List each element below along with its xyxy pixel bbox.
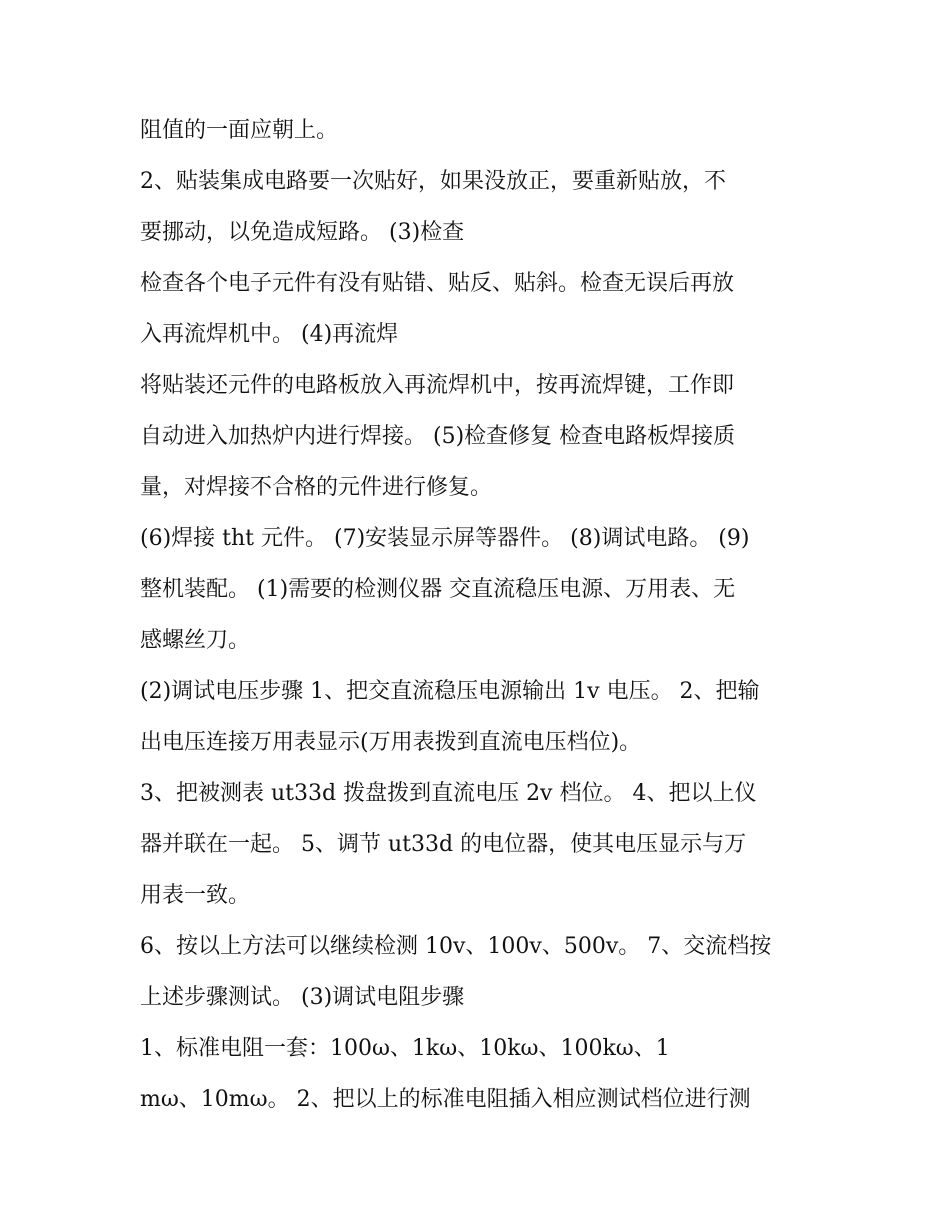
text-line: 阻值的一面应朝上。 <box>140 118 339 143</box>
text-line: 量，对焊接不合格的元件进行修复。 <box>140 475 493 500</box>
text-line: (2)调试电压步骤 1、把交直流稳压电源输出 1v 电压。 2、把输 <box>140 679 760 704</box>
text-line: 2、贴装集成电路要一次贴好，如果没放正，要重新贴放，不 <box>140 169 726 194</box>
text-line: 上述步骤测试。 (3)调试电阻步骤 <box>140 985 465 1010</box>
text-line: 器并联在一起。 5、调节 ut33d 的电位器，使其电压显示与万 <box>140 832 747 857</box>
text-line: (6)焊接 tht 元件。 (7)安装显示屏等器件。 (8)调试电路。 (9) <box>140 526 750 551</box>
text-line: 入再流焊机中。 (4)再流焊 <box>140 322 399 347</box>
text-line: 3、把被测表 ut33d 拨盘拨到直流电压 2v 档位。 4、把以上仪 <box>140 781 757 806</box>
text-line: 出电压连接万用表显示(万用表拨到直流电压档位)。 <box>140 730 642 755</box>
text-line: 1、标准电阻一套：100ω、1kω、10kω、100kω、1 <box>140 1036 670 1061</box>
text-line: 用表一致。 <box>140 883 251 908</box>
text-line: 检查各个电子元件有没有贴错、贴反、贴斜。检查无误后再放 <box>140 271 735 296</box>
text-line: 将贴装还元件的电路板放入再流焊机中，按再流焊键，工作即 <box>140 373 735 398</box>
text-line: 整机装配。 (1)需要的检测仪器 交直流稳压电源、万用表、无 <box>140 577 736 602</box>
document-body <box>140 105 820 1125</box>
text-line: 要挪动，以免造成短路。 (3)检查 <box>140 220 465 245</box>
text-line: mω、10mω。 2、把以上的标准电阻插入相应测试档位进行测 <box>140 1087 751 1112</box>
text-line: 6、按以上方法可以继续检测 10v、100v、500v。 7、交流档按 <box>140 934 772 959</box>
text-line: 自动进入加热炉内进行焊接。 (5)检查修复 检查电路板焊接质 <box>140 424 736 449</box>
text-line: 感螺丝刀。 <box>140 628 251 653</box>
